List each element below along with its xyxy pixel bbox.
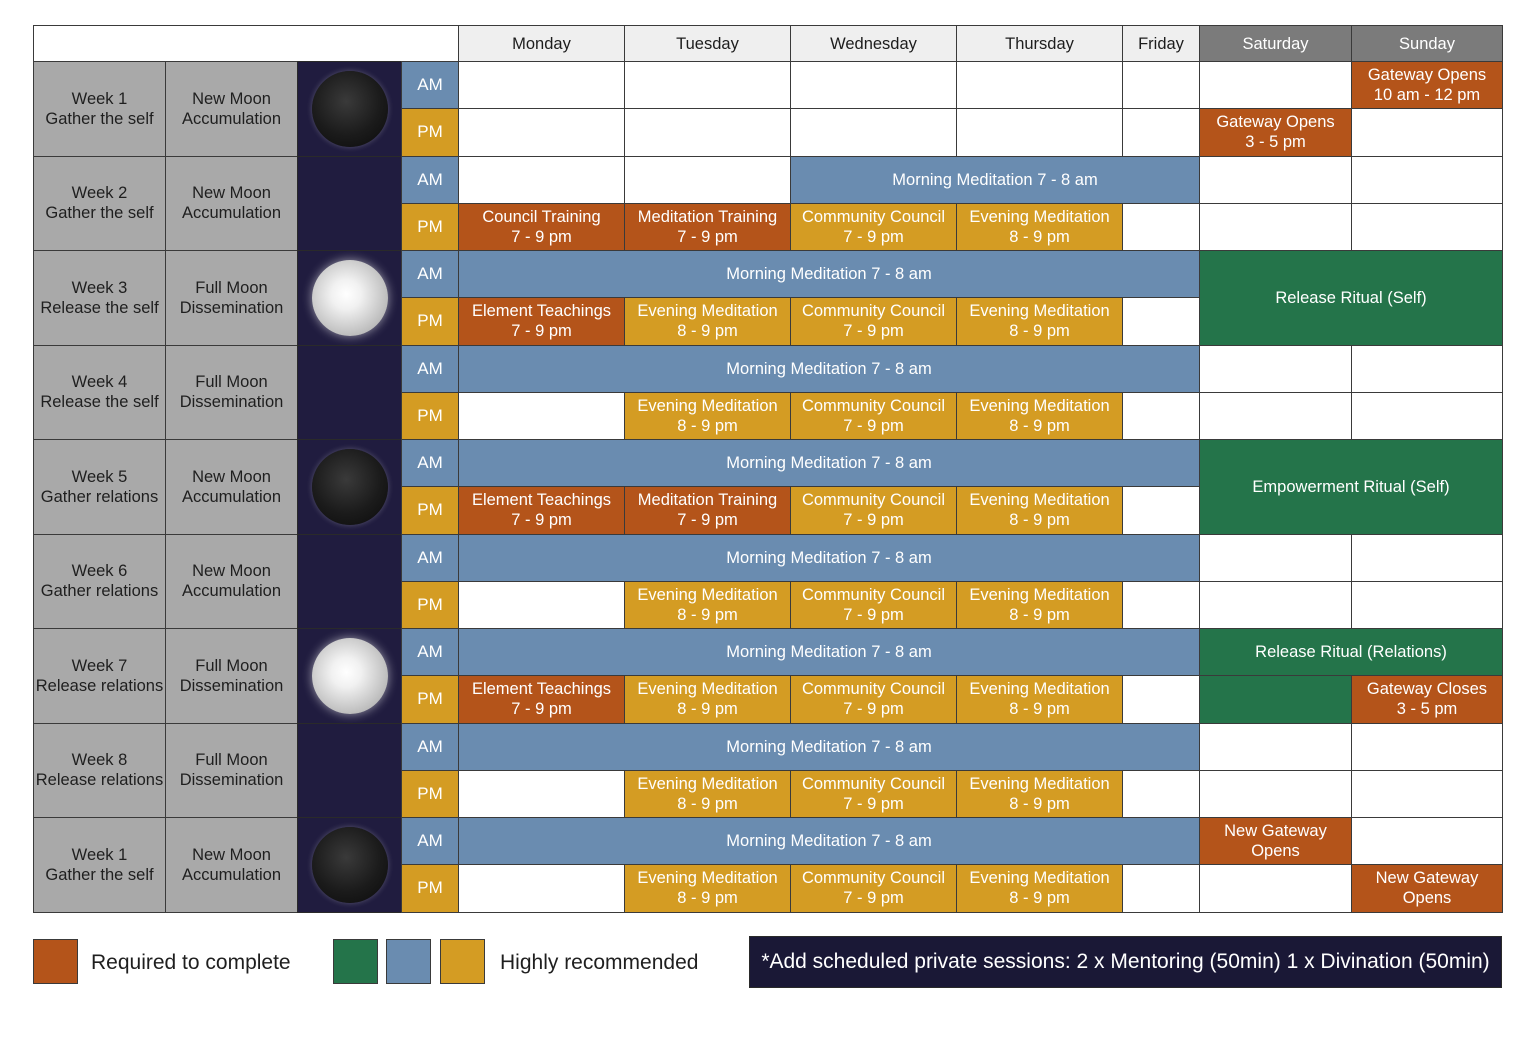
empty-slot	[790, 61, 957, 109]
empty-slot	[790, 108, 957, 156]
moon-name: Full Moon	[195, 656, 268, 675]
pm-label	[401, 864, 459, 912]
legend-green-swatch	[333, 939, 378, 984]
pm-label-text: PM	[417, 216, 443, 236]
legend-recommended-label: Highly recommended	[500, 951, 699, 974]
event-text: Evening Meditation	[637, 302, 778, 321]
private-sessions-note: *Add scheduled private sessions: 2 x Mentoring (50min) 1 x Divination (50min)	[749, 936, 1502, 988]
event-evening-meditation[interactable]	[956, 675, 1123, 723]
empty-slot	[1199, 345, 1352, 393]
week-number: Week 3	[71, 278, 128, 297]
day-header-sunday	[1351, 25, 1503, 62]
moon-name: New Moon	[192, 184, 271, 203]
event-text: Evening Meditation	[969, 585, 1110, 604]
new-moon-icon	[312, 71, 388, 147]
event-text: 7 - 9 pm	[677, 511, 738, 530]
week-number: Week 7	[71, 656, 128, 675]
empty-slot	[1351, 108, 1503, 156]
pm-label-text: PM	[417, 689, 443, 709]
event-text: Evening Meditation	[637, 585, 778, 604]
am-label	[401, 439, 459, 487]
event-text: 7 - 9 pm	[511, 511, 572, 530]
empty-slot	[624, 108, 791, 156]
event-evening-meditation[interactable]	[956, 486, 1123, 534]
event-text: Release Ritual (Self)	[1275, 288, 1427, 307]
event-evening-meditation[interactable]	[956, 203, 1123, 251]
am-label-text: AM	[417, 736, 443, 756]
day-header-monday	[458, 25, 625, 62]
event-text: 3 - 5 pm	[1396, 700, 1458, 719]
empty-slot	[1351, 203, 1503, 251]
moon-image-cell	[297, 345, 402, 441]
event-text: Morning Meditation 7 - 8 am	[726, 737, 932, 756]
event-release-ritual-relations[interactable]	[1199, 628, 1503, 676]
event-text: 8 - 9 pm	[677, 889, 738, 908]
event-text: 8 - 9 pm	[1009, 322, 1070, 341]
day-header-label: Wednesday	[830, 34, 917, 53]
moon-phase: Accumulation	[181, 204, 282, 223]
event-element-teachings[interactable]	[458, 675, 625, 723]
am-label-text: AM	[417, 75, 443, 95]
empty-slot	[458, 61, 625, 109]
empty-slot	[458, 392, 625, 440]
event-text: 8 - 9 pm	[1009, 794, 1070, 813]
event-text: New Gateway	[1375, 869, 1479, 888]
day-header-label: Friday	[1138, 34, 1184, 53]
event-element-teachings[interactable]	[458, 486, 625, 534]
moon-phase: Accumulation	[181, 487, 282, 506]
event-evening-meditation[interactable]	[624, 675, 791, 723]
empty-slot	[1199, 534, 1352, 582]
event-evening-meditation[interactable]	[624, 392, 791, 440]
week-focus: Gather relations	[40, 582, 159, 601]
event-evening-meditation[interactable]	[956, 581, 1123, 629]
week-label	[33, 61, 166, 157]
event-text: Community Council	[801, 585, 946, 604]
moon-name: Full Moon	[195, 751, 268, 770]
event-morning-meditation-7-8-am[interactable]	[458, 439, 1200, 487]
event-evening-meditation[interactable]	[624, 770, 791, 818]
week-focus: Gather relations	[40, 487, 159, 506]
event-text: 7 - 9 pm	[843, 700, 904, 719]
empty-slot	[1199, 392, 1352, 440]
event-text: Meditation Training	[637, 491, 778, 510]
event-text: Evening Meditation	[969, 207, 1110, 226]
event-text: Morning Meditation 7 - 8 am	[892, 170, 1098, 189]
waxing-moon-icon	[312, 165, 388, 241]
event-community-council[interactable]	[790, 770, 957, 818]
moon-image-cell	[297, 723, 402, 819]
event-text: 8 - 9 pm	[677, 605, 738, 624]
pm-label	[401, 770, 459, 818]
event-gateway-opens[interactable]	[1351, 61, 1503, 109]
event-text: Evening Meditation	[969, 302, 1110, 321]
day-header-label: Saturday	[1242, 34, 1309, 53]
empty-slot	[1122, 61, 1200, 109]
event-text: 7 - 9 pm	[511, 227, 572, 246]
day-header-label: Tuesday	[676, 34, 739, 53]
event-text: 7 - 9 pm	[843, 416, 904, 435]
pm-label	[401, 108, 459, 156]
event-new-gateway[interactable]	[1351, 864, 1503, 912]
event-text: 8 - 9 pm	[677, 416, 738, 435]
event-text: 10 am - 12 pm	[1373, 86, 1481, 105]
week-label	[33, 723, 166, 819]
event-text: Gateway Closes	[1366, 680, 1488, 699]
empty-slot	[1351, 723, 1503, 771]
moon-image-cell	[297, 61, 402, 157]
am-label	[401, 534, 459, 582]
moon-name: New Moon	[192, 89, 271, 108]
event-evening-meditation[interactable]	[624, 581, 791, 629]
empty-slot	[956, 61, 1123, 109]
event-community-council[interactable]	[790, 486, 957, 534]
event-text: Community Council	[801, 396, 946, 415]
event-evening-meditation[interactable]	[956, 770, 1123, 818]
event-text: 3 - 5 pm	[1245, 133, 1306, 152]
day-header-friday	[1122, 25, 1200, 62]
event-text: 8 - 9 pm	[1009, 889, 1070, 908]
event-text: Evening Meditation	[637, 774, 778, 793]
pm-label	[401, 581, 459, 629]
empty-slot	[1122, 108, 1200, 156]
empty-slot	[1351, 392, 1503, 440]
event-evening-meditation[interactable]	[624, 864, 791, 912]
empty-slot	[1351, 345, 1503, 393]
day-header-label: Sunday	[1399, 34, 1455, 53]
moon-phase: Accumulation	[181, 109, 282, 128]
week-focus: Release relations	[35, 676, 164, 695]
moon-phase-label	[165, 723, 298, 819]
event-text: Gateway Opens	[1216, 113, 1335, 132]
pm-label	[401, 203, 459, 251]
week-focus: Gather the self	[45, 204, 154, 223]
empty-slot	[1199, 203, 1352, 251]
event-text: Meditation Training	[637, 207, 778, 226]
event-text: Evening Meditation	[969, 491, 1110, 510]
week-label	[33, 250, 166, 346]
pm-label-text: PM	[417, 405, 443, 425]
moon-phase-label	[165, 628, 298, 724]
week-focus: Release the self	[40, 393, 159, 412]
moon-image-cell	[297, 628, 402, 724]
am-label-text: AM	[417, 169, 443, 189]
event-community-council[interactable]	[790, 581, 957, 629]
empty-slot	[1122, 392, 1200, 440]
event-text: Morning Meditation 7 - 8 am	[726, 454, 932, 473]
event-text: Evening Meditation	[969, 774, 1110, 793]
empty-slot	[1122, 675, 1200, 723]
event-text: 7 - 9 pm	[677, 227, 738, 246]
am-label	[401, 628, 459, 676]
event-ritual-block[interactable]	[1199, 675, 1352, 723]
am-label-text: AM	[417, 831, 443, 851]
event-text: 8 - 9 pm	[677, 322, 738, 341]
event-text: Community Council	[801, 774, 946, 793]
event-text: Evening Meditation	[637, 869, 778, 888]
empty-slot	[1122, 864, 1200, 912]
event-gateway-closes[interactable]	[1351, 675, 1503, 723]
event-text: 8 - 9 pm	[1009, 227, 1070, 246]
moon-name: New Moon	[192, 467, 271, 486]
empty-slot	[1351, 817, 1503, 865]
week-label	[33, 439, 166, 535]
event-text: Evening Meditation	[637, 680, 778, 699]
event-text: 7 - 9 pm	[843, 227, 904, 246]
am-label-text: AM	[417, 642, 443, 662]
empty-slot	[1351, 156, 1503, 204]
pm-label	[401, 297, 459, 345]
empty-slot	[458, 864, 625, 912]
week-label	[33, 156, 166, 252]
empty-slot	[1199, 770, 1352, 818]
am-label	[401, 250, 459, 298]
week-focus: Gather the self	[45, 865, 154, 884]
moon-name: New Moon	[192, 562, 271, 581]
event-morning-meditation-7-8-am[interactable]	[790, 156, 1200, 204]
event-text: 7 - 9 pm	[843, 605, 904, 624]
legend-required-label: Required to complete	[91, 951, 291, 974]
event-community-council[interactable]	[790, 297, 957, 345]
event-text: 8 - 9 pm	[1009, 605, 1070, 624]
event-evening-meditation[interactable]	[956, 392, 1123, 440]
event-new-gateway[interactable]	[1199, 817, 1352, 865]
moon-phase-label	[165, 439, 298, 535]
event-text: Community Council	[801, 207, 946, 226]
week-label	[33, 817, 166, 913]
event-text: Morning Meditation 7 - 8 am	[726, 265, 932, 284]
event-text: Gateway Opens	[1367, 66, 1487, 85]
am-label	[401, 156, 459, 204]
event-community-council[interactable]	[790, 864, 957, 912]
event-text: 8 - 9 pm	[1009, 416, 1070, 435]
week-number: Week 1	[71, 845, 128, 864]
week-label	[33, 534, 166, 630]
event-text: 8 - 9 pm	[1009, 511, 1070, 530]
event-text: Element Teachings	[471, 680, 612, 699]
empty-slot	[624, 156, 791, 204]
day-header-wednesday	[790, 25, 957, 62]
empty-slot	[956, 108, 1123, 156]
event-meditation-training[interactable]	[624, 203, 791, 251]
empty-slot	[1351, 770, 1503, 818]
moon-phase: Dissemination	[179, 393, 284, 412]
event-text: 7 - 9 pm	[843, 889, 904, 908]
event-text: Release Ritual (Relations)	[1255, 643, 1447, 662]
moon-phase: Accumulation	[181, 582, 282, 601]
pm-label-text: PM	[417, 878, 443, 898]
empty-slot	[1122, 297, 1200, 345]
pm-label-text: PM	[417, 594, 443, 614]
event-text: Evening Meditation	[969, 680, 1110, 699]
event-text: Morning Meditation 7 - 8 am	[726, 832, 932, 851]
moon-phase-label	[165, 817, 298, 913]
event-morning-meditation-7-8-am[interactable]	[458, 628, 1200, 676]
event-evening-meditation[interactable]	[624, 297, 791, 345]
empty-slot	[1122, 203, 1200, 251]
empty-slot	[624, 61, 791, 109]
moon-phase: Dissemination	[179, 298, 284, 317]
legend-blue-swatch	[386, 939, 431, 984]
event-text: Evening Meditation	[969, 869, 1110, 888]
event-evening-meditation[interactable]	[956, 864, 1123, 912]
event-morning-meditation-7-8-am[interactable]	[458, 250, 1200, 298]
week-number: Week 8	[71, 751, 128, 770]
new-moon-icon	[312, 827, 388, 903]
week-label	[33, 345, 166, 441]
event-community-council[interactable]	[790, 675, 957, 723]
moon-image-cell	[297, 534, 402, 630]
moon-image-cell	[297, 156, 402, 252]
moon-image-cell	[297, 817, 402, 913]
event-morning-meditation-7-8-am[interactable]	[458, 534, 1200, 582]
empty-slot	[1351, 581, 1503, 629]
event-community-council[interactable]	[790, 203, 957, 251]
moon-phase: Dissemination	[179, 676, 284, 695]
waning-moon-icon	[312, 354, 388, 430]
moon-name: Full Moon	[195, 373, 268, 392]
empty-slot	[458, 770, 625, 818]
full-moon-icon	[312, 638, 388, 714]
am-label	[401, 61, 459, 109]
week-focus: Gather the self	[45, 109, 154, 128]
day-header-label: Monday	[512, 34, 571, 53]
moon-image-cell	[297, 250, 402, 346]
moon-phase-label	[165, 250, 298, 346]
empty-slot	[1199, 864, 1352, 912]
event-evening-meditation[interactable]	[956, 297, 1123, 345]
moon-phase: Dissemination	[179, 771, 284, 790]
empty-slot	[1199, 156, 1352, 204]
day-header-tuesday	[624, 25, 791, 62]
pm-label	[401, 675, 459, 723]
legend-required-swatch	[33, 939, 78, 984]
day-header-saturday	[1199, 25, 1352, 62]
event-text: 7 - 9 pm	[843, 322, 904, 341]
moon-phase-label	[165, 61, 298, 157]
new-moon-icon	[312, 449, 388, 525]
event-text: Opens	[1251, 842, 1300, 861]
event-text: 7 - 9 pm	[843, 794, 904, 813]
moon-name: New Moon	[192, 845, 271, 864]
event-text: Community Council	[801, 491, 946, 510]
pm-label-text: PM	[417, 500, 443, 520]
event-text: Community Council	[801, 869, 946, 888]
event-text: Opens	[1402, 889, 1452, 908]
event-text: Morning Meditation 7 - 8 am	[726, 643, 932, 662]
moon-phase-label	[165, 156, 298, 252]
am-label	[401, 817, 459, 865]
pm-label	[401, 486, 459, 534]
event-morning-meditation-7-8-am[interactable]	[458, 345, 1200, 393]
empty-slot	[1122, 486, 1200, 534]
am-label-text: AM	[417, 358, 443, 378]
week-number: Week 5	[71, 467, 128, 486]
moon-phase: Accumulation	[181, 865, 282, 884]
empty-slot	[1199, 723, 1352, 771]
event-text: 8 - 9 pm	[1009, 700, 1070, 719]
pm-label	[401, 392, 459, 440]
event-text: Evening Meditation	[969, 396, 1110, 415]
moon-name: Full Moon	[195, 278, 268, 297]
empty-slot	[458, 156, 625, 204]
event-text: Council Training	[482, 207, 601, 226]
event-release-ritual-self[interactable]	[1199, 250, 1503, 346]
empty-slot	[1199, 581, 1352, 629]
am-label-text: AM	[417, 547, 443, 567]
event-morning-meditation-7-8-am[interactable]	[458, 817, 1200, 865]
waning-moon-icon	[312, 732, 388, 808]
event-text: Evening Meditation	[637, 396, 778, 415]
event-text: Morning Meditation 7 - 8 am	[726, 548, 932, 567]
event-text: Empowerment Ritual (Self)	[1252, 477, 1450, 496]
moon-phase-label	[165, 345, 298, 441]
header-corner	[33, 25, 459, 62]
event-text: 8 - 9 pm	[677, 794, 738, 813]
event-council-training[interactable]	[458, 203, 625, 251]
day-header-label: Thursday	[1005, 34, 1074, 53]
am-label-text: AM	[417, 264, 443, 284]
week-number: Week 4	[71, 373, 128, 392]
waxing-moon-icon	[312, 543, 388, 619]
week-label	[33, 628, 166, 724]
event-text: 8 - 9 pm	[677, 700, 738, 719]
event-text: Community Council	[801, 302, 946, 321]
empty-slot	[1122, 770, 1200, 818]
event-text: Element Teachings	[471, 302, 612, 321]
empty-slot	[458, 108, 625, 156]
event-text: 7 - 9 pm	[843, 511, 904, 530]
event-text: Community Council	[801, 680, 946, 699]
legend-yellow-swatch	[440, 939, 485, 984]
week-number: Week 1	[71, 89, 128, 108]
full-moon-icon	[312, 260, 388, 336]
am-label	[401, 345, 459, 393]
pm-label-text: PM	[417, 783, 443, 803]
event-text: New Gateway	[1224, 822, 1327, 841]
week-focus: Release relations	[35, 771, 164, 790]
pm-label-text: PM	[417, 311, 443, 331]
event-meditation-training[interactable]	[624, 486, 791, 534]
event-text: Morning Meditation 7 - 8 am	[726, 359, 932, 378]
week-number: Week 2	[71, 184, 128, 203]
moon-image-cell	[297, 439, 402, 535]
day-header-thursday	[956, 25, 1123, 62]
pm-label-text: PM	[417, 122, 443, 142]
empty-slot	[1122, 581, 1200, 629]
week-number: Week 6	[71, 562, 128, 581]
event-morning-meditation-7-8-am[interactable]	[458, 723, 1200, 771]
am-label	[401, 723, 459, 771]
event-community-council[interactable]	[790, 392, 957, 440]
empty-slot	[1351, 534, 1503, 582]
event-text: 7 - 9 pm	[511, 322, 572, 341]
event-empowerment-ritual-self[interactable]	[1199, 439, 1503, 535]
empty-slot	[458, 581, 625, 629]
event-text: Element Teachings	[471, 491, 612, 510]
empty-slot	[1199, 61, 1352, 109]
moon-phase-label	[165, 534, 298, 630]
event-gateway-opens[interactable]	[1199, 108, 1352, 156]
event-element-teachings[interactable]	[458, 297, 625, 345]
am-label-text: AM	[417, 453, 443, 473]
week-focus: Release the self	[40, 298, 159, 317]
event-text: 7 - 9 pm	[511, 700, 572, 719]
